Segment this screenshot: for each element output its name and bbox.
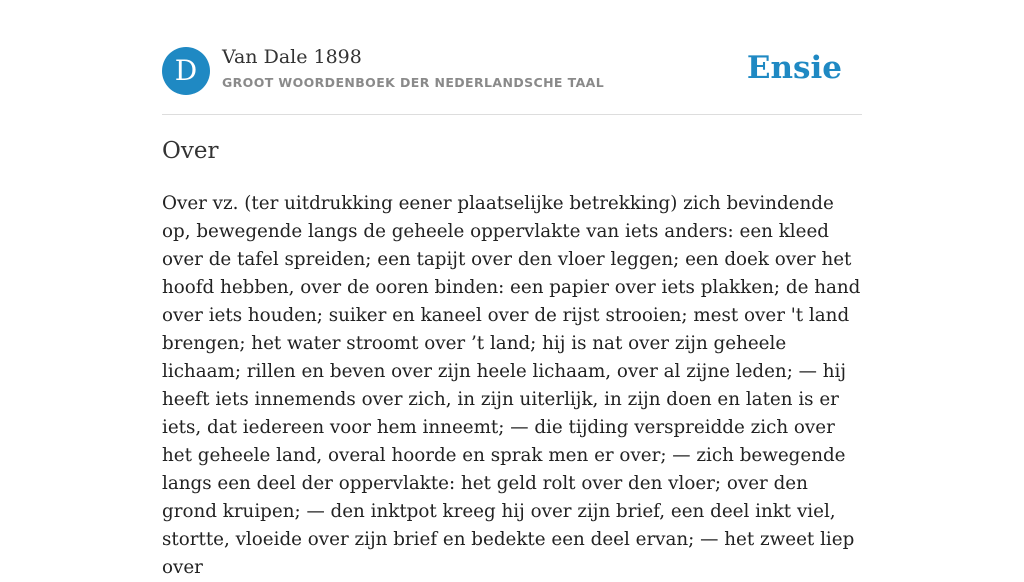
source-subtitle: GROOT WOORDENBOEK DER NEDERLANDSCHE TAAL	[222, 75, 605, 90]
source-title[interactable]: Van Dale 1898	[222, 46, 362, 68]
source-header	[162, 0, 862, 115]
entry-body: Over vz. (ter uitdrukking eener plaatselijke betrekking) zich bevindende op, bewegende langs de geheele oppervlakte van iets anders: een kleed over de tafel spreiden; een tapijt over den vloer leggen; een doek over het hoofd hebben, over de ooren binden: een papier over iets plakken; de hand over iets houden; suiker en kaneel over de rijst strooien; mest over 't land brengen; het water stroomt over ’t land; hij is nat over zijn geheele lichaam; rillen en beven over zijn heele lichaam, over al zijne leden; — hij heeft iets innemends over zich, in zijn uiterlijk, in zijn doen en laten is er iets, dat iedereen voor hem inneemt; — die tijding verspreidde zich over het geheele land, overal hoorde en sprak men er over; — zich bewegende langs een deel der oppervlakte: het geld rolt over den vloer; over den grond kruipen; — den inktpot kreeg hij over zijn brief, een deel inkt viel, stortte, vloeide over zijn brief en bedekte een deel ervan; — het zweet liep over	[162, 193, 861, 578]
page-container	[162, 0, 862, 578]
source-logo[interactable]: D	[162, 47, 210, 95]
brand-logo-link[interactable]: Ensie	[746, 50, 842, 86]
entry-title: Over	[162, 138, 219, 164]
